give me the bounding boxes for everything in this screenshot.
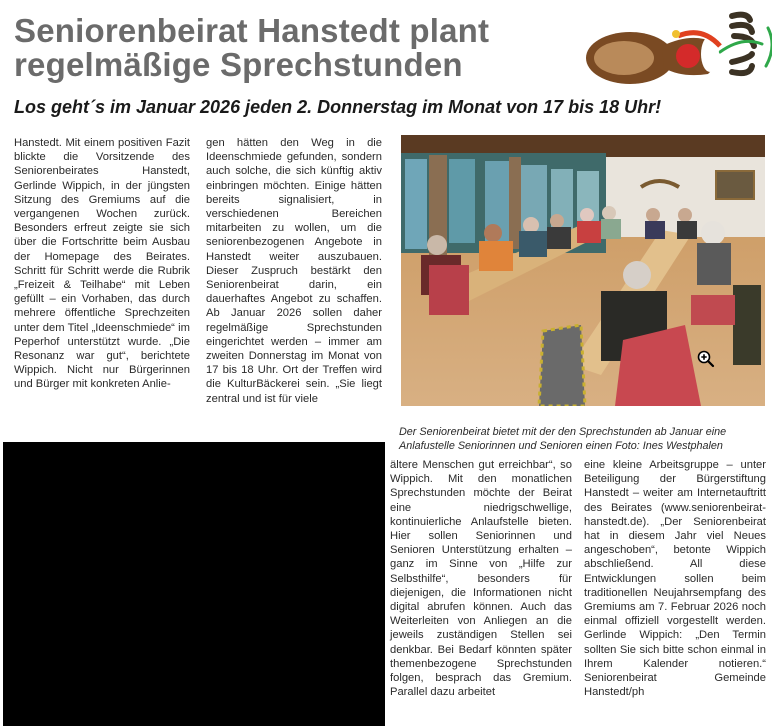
headline xyxy=(14,14,574,82)
column-text: gen hätten den Weg in die Ideenschmiede gefunden, sondern auch solche, die sich künftig aktiv einbringen möchten. Einige hätten bereits signalisiert, in verschiedenen Bereichen mitarbeiten zu wollen, um die seniorenbezogenen Angebote in Hanstedt weiter auszubauen. Dieser Zuspruch bestärkt den Seniorenbeirat darin, ein dauerhaftes Angebot zu schaffen. Ab Januar 2026 sollen daher regelmäßige Sprechstunden eingerichtet werden – immer am zweiten Donnerstag im Monat von 17 bis 18 Uhr. Ort der Treffen wird die KulturBäckerei sein. „Sie liegt zentral und ist für viele xyxy=(206,137,382,405)
headline-line-2: regelmäßige Sprechstunden xyxy=(14,46,463,83)
column-text: eine kleine Arbeitsgruppe – unter Beteiligung der Bürgerstiftung Hanstedt – weiter am Internetauftritt des Beirates (www.seniorenbeirat-hanstedt.de). „Der Seniorenbeirat hat in diesem Jahr viel Neues angeschoben“, betonte Wippich abschließend. All diese Entwicklungen sollen beim traditionellen Neujahrsempfang des Gremiums am 7. Februar 2026 noch einmal offiziell vorgestellt werden. Gerlinde Wippich: „Den Termin sollten Sie sich bitte schon einmal in Ihrem Kalender notieren.“ Seniorenbeirat Gemeinde Hanstedt/ph xyxy=(584,459,766,699)
headline-line-1: Seniorenbeirat Hanstedt plant xyxy=(14,12,490,49)
column-text: ältere Menschen gut erreichbar“, so Wippich. Mit den monatlichen Sprechstunden möchte der Beirat eine niedrigschwellige, kontinuierliche Anlaufstelle bieten. Hier sollen Seniorinnen und Senioren Unterstützung erhalten – ganz im Sinne von „Hilfe zur Selbsthilfe“, besonders für diejenigen, die Informationen nicht digital abrufen können. Auch das Weiterleiten von Anliegen an die jeweils zuständigen Stellen sei denkbar. Bei Bedarf könnten später themenbezogene Sprechstunden folgen, besprach das Gremium. Parallel dazu arbeitet xyxy=(390,459,572,699)
article-column-3 xyxy=(390,458,572,699)
reindeer-logo-icon xyxy=(582,6,772,90)
article-column-2 xyxy=(206,136,382,406)
article-column-4 xyxy=(584,458,766,699)
magnifier-plus-icon[interactable] xyxy=(697,350,715,368)
photo-caption: Der Seniorenbeirat bietet mit der den Sprechstunden ab Januar eine Anlafustelle Seniorinnen und Senioren einen Foto: Ines Westphalen xyxy=(399,425,727,452)
meeting-room-photo[interactable] xyxy=(401,135,765,406)
column-text: Hanstedt. Mit einem positiven Fazit blickte die Vorsitzende des Seniorenbeirates Hanstedt, Gerlinde Wippich, in der jüngsten Sitzung des Gremiums auf die vergangenen Wochen zurück. Besonders erfreut zeigte sie sich über die Fortschritte beim Ausbau der Homepage des Beirates. Schritt für Schritt werde die Rubrik „Freizeit & Teilhabe“ mit Leben gefüllt – ein Vorhaben, das durch mehrere öffentliche Sprechzeiten unter dem Titel „Ideenschmiede“ im Peperhof unterstützt wurde. „Die Resonanz war gut“, berichtete Wippich. Nicht nur Bürgerinnen und Bürger mit konkreten Anlie- xyxy=(14,137,190,391)
article-column-1 xyxy=(14,136,190,392)
subheadline: Los geht´s im Januar 2026 jeden 2. Donnerstag im Monat von 17 bis 18 Uhr! xyxy=(14,97,662,117)
redacted-area xyxy=(3,442,385,726)
